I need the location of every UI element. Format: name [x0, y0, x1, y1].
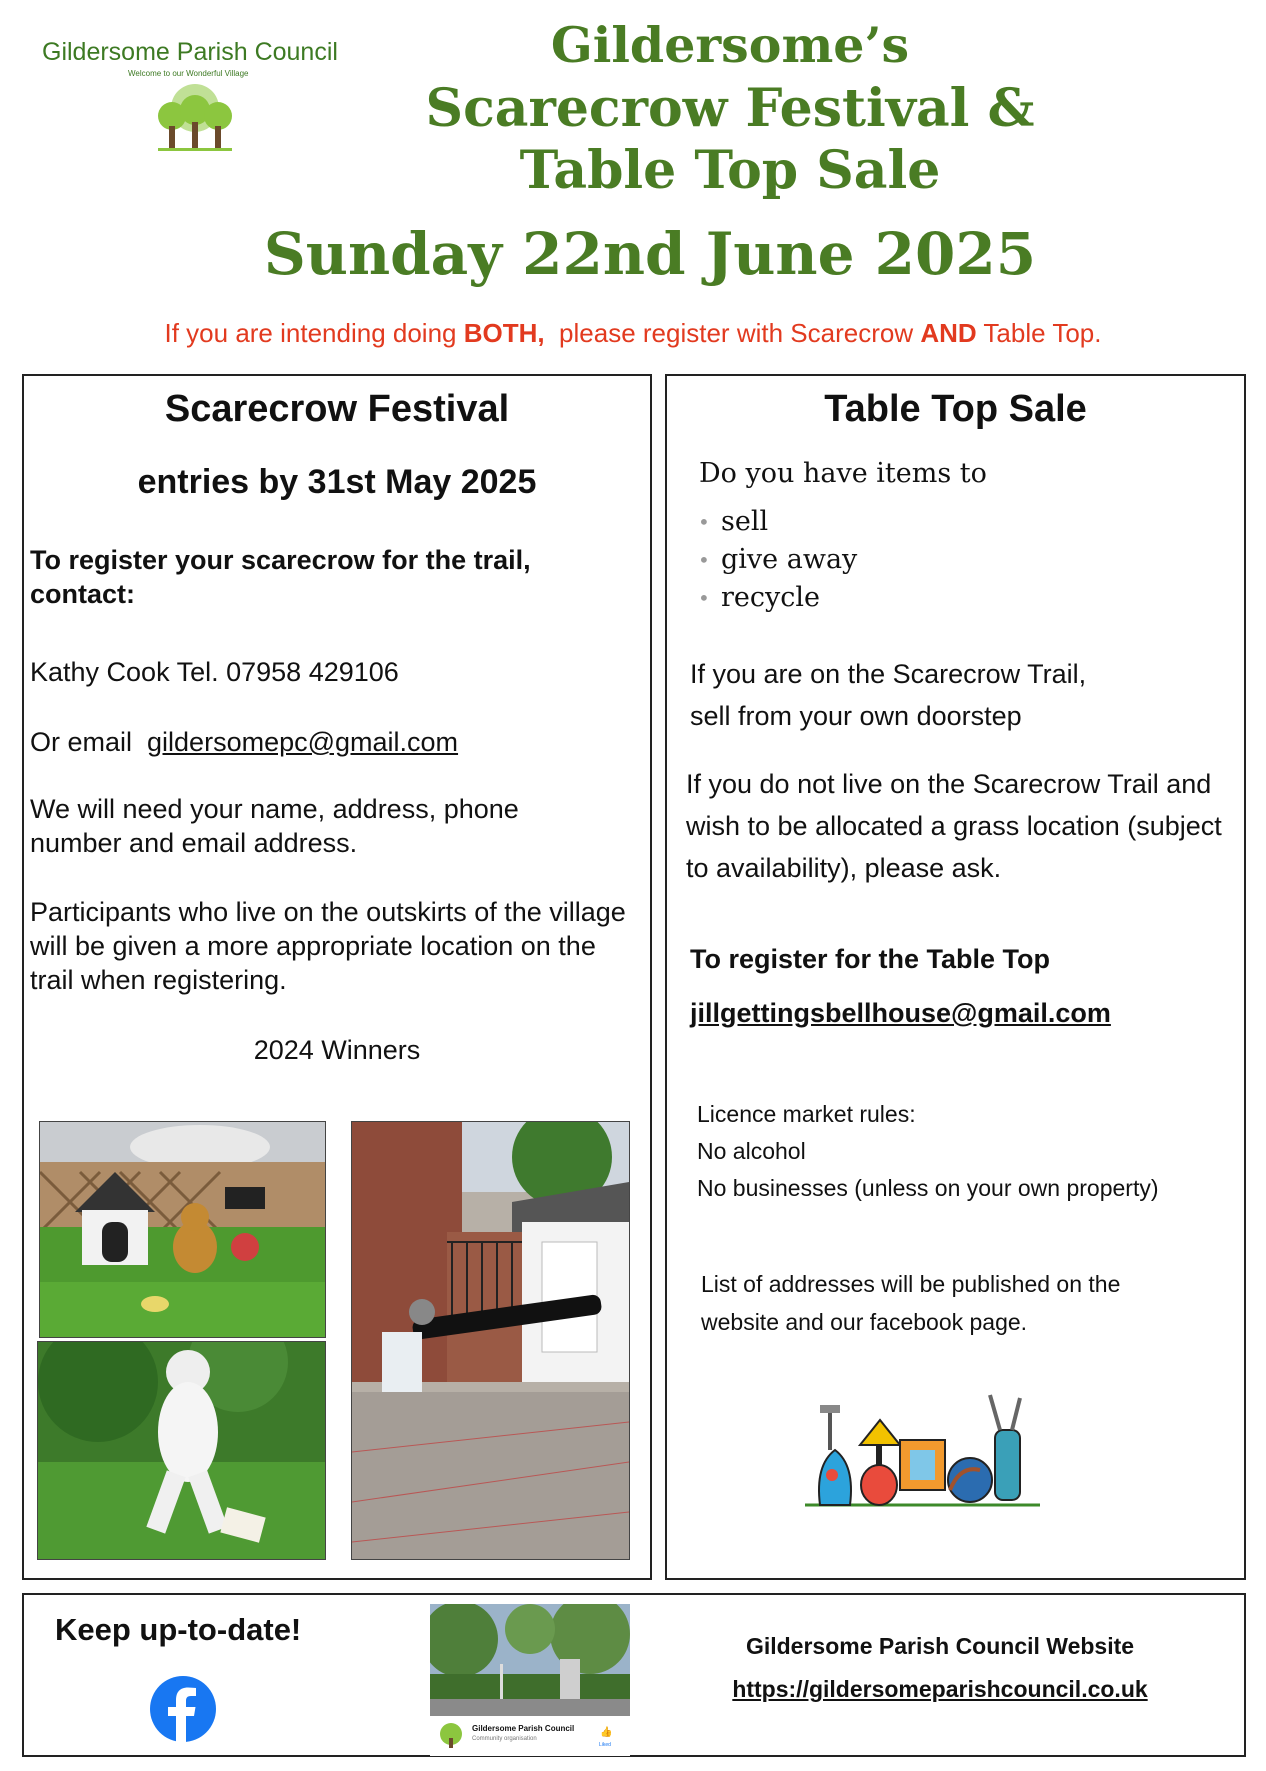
title-line-2: Scarecrow Festival &	[425, 78, 1035, 139]
tabletop-not-trail: If you do not live on the Scarecrow Trail and wish to be allocated a grass location (subject to availability), please ask.	[686, 769, 1222, 883]
facebook-icon[interactable]	[150, 1676, 216, 1742]
title-line-3: Table Top Sale	[519, 140, 941, 201]
table-top-items-illustration	[800, 1390, 1045, 1510]
licence-rules	[697, 1096, 1159, 1207]
logo-tagline: Welcome to our Wonderful Village	[128, 69, 249, 78]
winner-photo-beekeeper	[37, 1341, 326, 1560]
website-label: Gildersome Parish Council Website	[745, 1633, 1135, 1659]
scarecrow-email-link[interactable]: gildersomepc@gmail.com	[147, 727, 459, 757]
tabletop-intro: Do you have items to	[699, 458, 987, 489]
tabletop-item: • give away	[696, 541, 857, 579]
tabletop-item: • recycle	[696, 579, 857, 617]
facebook-page-card[interactable]	[430, 1604, 630, 1756]
trail-line-1: If you are on the Scarecrow Trail,	[690, 659, 1087, 689]
like-thumb-icon[interactable]: 👍	[600, 1727, 613, 1738]
scarecrow-email-line	[30, 725, 458, 759]
card-page-type: Community organisation	[472, 1736, 537, 1742]
scarecrow-outskirts: Participants who live on the outskirts of the village will be given a more appropriate location on the trail when registering.	[30, 897, 626, 995]
tabletop-items-list	[696, 503, 857, 617]
registration-notice: If you are intending doing BOTH, please register with Scarecrow AND Table Top.	[164, 318, 1102, 348]
card-page-name: Gildersome Parish Council	[472, 1724, 575, 1733]
addresses-note: List of addresses will be published on the website and our facebook page.	[701, 1271, 1121, 1335]
scarecrow-heading: Scarecrow Festival	[164, 388, 510, 430]
trail-line-2: sell from your own doorstep	[690, 701, 1022, 731]
winner-photo-dog-kennel	[39, 1121, 326, 1338]
title-line-1: Gildersome’s	[550, 16, 910, 74]
website-url-link[interactable]: https://gildersomeparishcouncil.co.uk	[732, 1676, 1148, 1702]
rules-heading: Licence market rules:	[697, 1101, 916, 1127]
tabletop-heading: Table Top Sale	[824, 388, 1087, 430]
winners-label: 2024 Winners	[253, 1035, 421, 1065]
rule-no-businesses: No businesses (unless on your own property)	[697, 1175, 1159, 1201]
scarecrow-register-heading: To register your scarecrow for the trail, contact:	[30, 545, 531, 609]
tabletop-trail-text	[690, 653, 1086, 737]
tabletop-item: • sell	[696, 503, 857, 541]
scarecrow-deadline: entries by 31st May 2025	[137, 463, 537, 501]
winner-photo-plank	[351, 1121, 630, 1560]
scarecrow-contact: Kathy Cook Tel. 07958 429106	[30, 657, 399, 687]
keep-up-to-date: Keep up-to-date!	[55, 1612, 302, 1647]
rule-no-alcohol: No alcohol	[697, 1138, 806, 1164]
tree-logo-icon	[150, 80, 240, 160]
email-prefix: Or email	[30, 727, 133, 757]
card-tree-logo-icon	[436, 1722, 466, 1750]
logo-name: Gildersome Parish Council	[42, 38, 338, 66]
scarecrow-needs: We will need your name, address, phone number and email address.	[30, 794, 519, 858]
tabletop-register-heading: To register for the Table Top	[690, 944, 1051, 974]
liked-label: Liked	[599, 1742, 611, 1748]
facebook-cover-photo	[430, 1604, 630, 1716]
event-date: Sunday 22nd June 2025	[263, 220, 1037, 288]
tabletop-register-email-link[interactable]: jillgettingsbellhouse@gmail.com	[690, 998, 1111, 1028]
